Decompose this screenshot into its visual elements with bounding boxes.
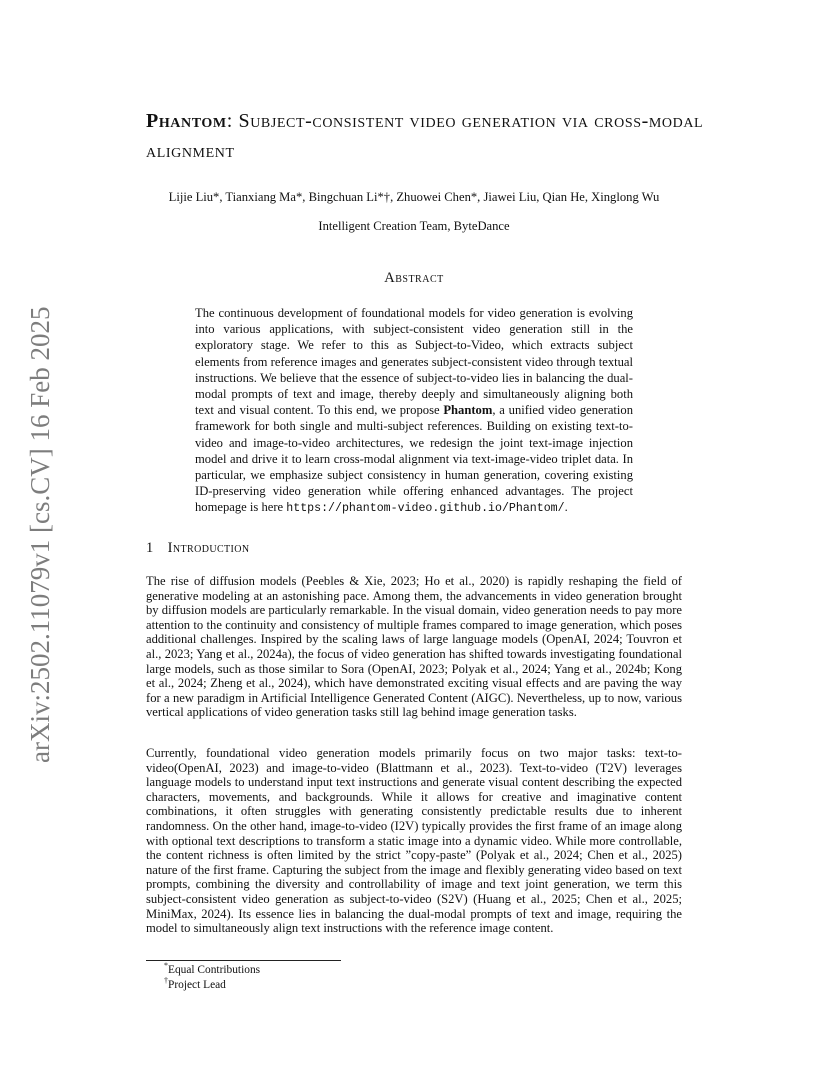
abstract-text-2: , a unified video generation framework for both single and multi-subject references. Building on existing text-to-video and image-to-video architectures, we redesign the joint text-image injection model and drive it to learn cross-modal alignment via text-image-video triplet data. In particular, we emphasize subject consistency in human generation, covering existing ID-preserving video generation while offering enhanced advantages. The project homepage is here — [195, 403, 633, 515]
footnote-equal-contribution — [164, 963, 260, 977]
abstract-end: . — [564, 500, 568, 515]
author-list: Lijie Liu*, Tianxiang Ma*, Bingchuan Li*†, Zhuowei Chen*, Jiawei Liu, Qian He, Xinglong Wu — [168, 190, 660, 204]
abstract-heading: Abstract — [384, 270, 444, 286]
footnote-mark-2: † — [164, 976, 168, 986]
footnote-project-lead — [164, 978, 226, 992]
footnote-mark-1: * — [164, 961, 168, 971]
section-title: Introduction — [167, 540, 250, 556]
affiliation: Intelligent Creation Team, ByteDance — [318, 219, 510, 233]
footnote-text-2: Project Lead — [168, 979, 226, 991]
abstract-text-1: The continuous development of foundational models for video generation is evolving into various applications, with subject-consistent video generation still in the exploratory stage. We refer to this as Subject-to-Video, which extracts subject elements from reference images and generates subject-consistent video through textual instructions. We believe that the essence of subject-to-video lies in balancing the dual-modal prompts of text and image, thereby deeply and simultaneously aligning both text and visual content. To this end, we propose — [195, 306, 633, 418]
section-number: 1 — [146, 540, 154, 556]
title-subtitle: : Subject-consistent video generation via cross-modal alignment — [146, 110, 704, 162]
footnote-rule — [146, 960, 341, 961]
intro-paragraph-2: Currently, foundational video generation models primarily focus on two major tasks: text-to-video(OpenAI, 2023) and image-to-video (Blattmann et al., 2023). Text-to-video (T2V) leverages language models to understand input text instructions and generate visual content describing the expected characters, movements, and backgrounds. While it allows for creative and imaginative content combinations, it often struggles with generating consistently predictable results due to inherent randomness. On the other hand, image-to-video (I2V) typically provides the first frame of an image along with optional text descriptions to transform a static image into a dynamic video. While more controllable, the content richness is often limited by the strict ”copy-paste” (Polyak et al., 2024; Chen et al., 2025) nature of the first frame. Capturing the subject from the image and flexibly generating video based on text prompts, combining the diversity and controllability of image and text joint generation, we term this subject-consistent video generation as subject-to-video (S2V) (Huang et al., 2025; Chen et al., 2025; MiniMax, 2024). Its essence lies in balancing the dual-modal prompts of text and image, requiring the model to simultaneously align text instructions with the reference image content. — [146, 746, 682, 936]
footnote-text-1: Equal Contributions — [168, 964, 261, 976]
abstract-body — [195, 305, 633, 518]
paper-title — [146, 106, 706, 166]
title-model-name: Phantom — [146, 110, 227, 132]
abstract-model-name: Phantom — [443, 403, 493, 418]
section-heading-introduction — [146, 540, 250, 557]
project-homepage-link[interactable]: https://phantom-video.github.io/Phantom/ — [286, 502, 565, 516]
intro-paragraph-1: The rise of diffusion models (Peebles & Xie, 2023; Ho et al., 2020) is rapidly reshaping the field of generative modeling at an astonishing pace. Among them, the advancements in video generation brought by diffusion models are particularly remarkable. In the visual domain, video generation needs to pay more attention to the continuity and consistency of multiple frames compared to image generation, which poses additional challenges. Inspired by the scaling laws of large language models (OpenAI, 2024; Touvron et al., 2023; Yang et al., 2024a), the focus of video generation has shifted towards investigating foundational large models, such as those similar to Sora (OpenAI, 2023; Polyak et al., 2024; Yang et al., 2024b; Kong et al., 2024; Zheng et al., 2024), which have demonstrated exciting visual effects and are paving the way for a new paradigm in Artificial Intelligence Generated Content (AIGC). Nevertheless, up to now, various vertical applications of video generation tasks still lag behind image generation tasks. — [146, 574, 682, 720]
arxiv-identifier: arXiv:2502.11079v1 [cs.CV] 16 Feb 2025 — [25, 306, 55, 763]
